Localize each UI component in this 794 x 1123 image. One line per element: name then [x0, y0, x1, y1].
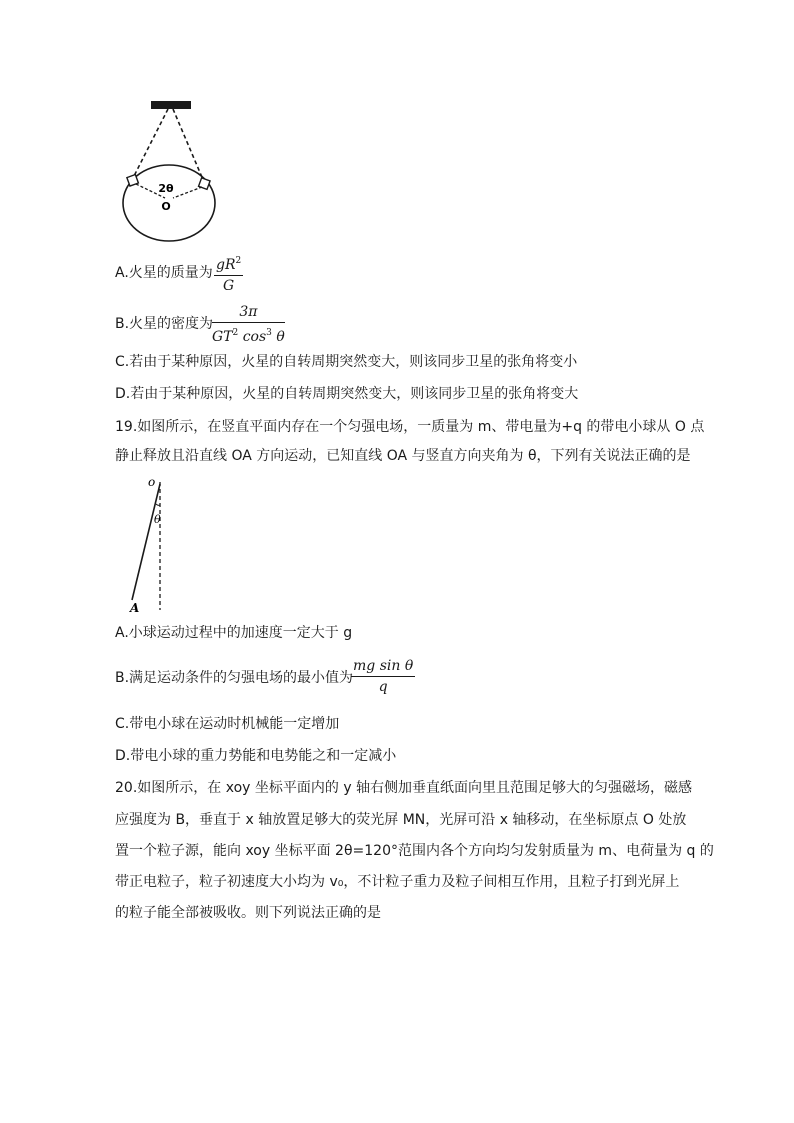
center-o-label: O — [161, 200, 171, 213]
line-oa — [132, 484, 160, 600]
satellite-orbit-figure — [118, 98, 218, 244]
q19-option-c: C.带电小球在运动时机械能一定增加 — [115, 716, 340, 732]
q20-stem-line-4: 带正电粒子，粒子初速度大小均为 v₀，不计粒子重力及粒子间相互作用，且粒子打到光屏上 — [115, 874, 680, 890]
q20-stem-line-2: 应强度为 B，垂直于 x 轴放置足够大的荧光屏 MN，光屏可沿 x 轴移动，在坐标原点 O 处放 — [115, 812, 687, 828]
q18-option-c: C.若由于某种原因，火星的自转周期突然变大，则该同步卫星的张角将变小 — [115, 354, 578, 370]
q18-option-a — [115, 263, 213, 283]
fraction-denominator: G — [223, 278, 235, 294]
angle-2theta-label: 2θ — [158, 182, 174, 195]
top-bar — [151, 101, 191, 109]
q19-stem-line-1: 19.如图所示，在竖直平面内存在一个匀强电场，一质量为 m、带电量为+q 的带电小球从 O 点 — [115, 419, 705, 435]
q19-stem-line-2: 静止释放且沿直线 OA 方向运动，已知直线 OA 与竖直方向夹角为 θ，下列有关说法正确的是 — [115, 448, 691, 464]
q18-option-a-text: A.火星的质量为 — [115, 265, 213, 281]
fraction-numerator: 3π — [212, 303, 285, 323]
radius-right — [173, 187, 202, 198]
point-o-label: o — [148, 475, 156, 489]
q18-option-b — [115, 314, 213, 334]
fraction-numerator: mg sin θ — [351, 657, 415, 677]
q20-stem-line-1: 20.如图所示，在 xoy 坐标平面内的 y 轴右侧加垂直纸面向里且范围足够大的匀强磁场，磁感 — [115, 780, 693, 796]
dashed-line-right — [173, 109, 204, 182]
fraction-numerator: $gR^2$ — [214, 252, 243, 276]
q20-stem-line-3: 置一个粒子源，能向 xoy 坐标平面 2θ=120°范围内各个方向均匀发射质量为 m、电荷量为 q 的 — [115, 843, 714, 859]
q18-option-a-fraction — [214, 252, 243, 295]
q18-option-b-text: B.火星的密度为 — [115, 316, 214, 332]
angle-theta-label: θ — [154, 513, 161, 526]
q18-option-b-fraction — [212, 303, 285, 346]
q19-option-b — [115, 668, 353, 688]
q19-option-b-text: B.满足运动条件的匀强电场的最小值为 — [115, 670, 354, 686]
q19-option-d: D.带电小球的重力势能和电势能之和一定减小 — [115, 748, 397, 764]
q18-option-d: D.若由于某种原因，火星的自转周期突然变大，则该同步卫星的张角将变大 — [115, 386, 579, 402]
q19-option-a: A.小球运动过程中的加速度一定大于 g — [115, 625, 353, 641]
fraction-denominator: $GT^2$ $\cos^3 \theta$ — [212, 328, 285, 345]
q20-stem-line-5: 的粒子能全部被吸收。则下列说法正确的是 — [115, 905, 381, 921]
q19-option-b-fraction — [351, 657, 415, 696]
fraction-denominator: q — [378, 679, 388, 695]
point-a-label: A — [130, 601, 140, 614]
line-oa-figure — [118, 474, 188, 614]
